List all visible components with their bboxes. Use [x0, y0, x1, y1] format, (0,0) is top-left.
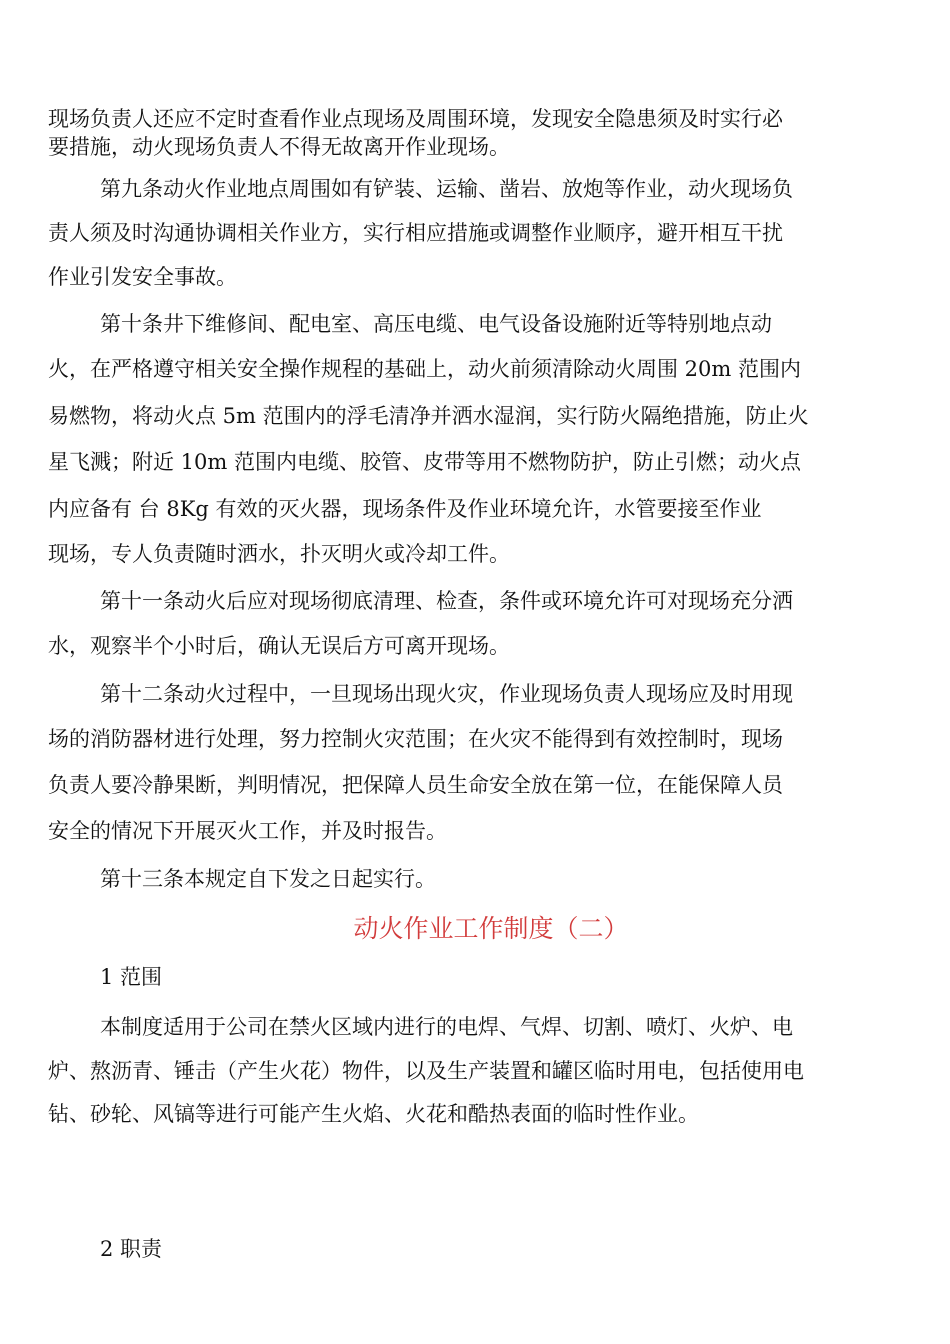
- article-9-line: 第九条动火作业地点周围如有铲装、运输、凿岩、放炮等作业，动火现场负: [100, 177, 793, 201]
- scope-paragraph-line: 钻、砂轮、风镐等进行可能产生火焰、火花和酷热表面的临时性作业。: [48, 1102, 699, 1126]
- article-10-line: 易燃物，将动火点 5m 范围内的浮毛清净并洒水湿润，实行防火隔绝措施，防止火: [48, 404, 809, 428]
- section-heading-scope: 1 范围: [100, 965, 163, 989]
- article-10-line: 内应备有 台 8Kg 有效的灭火器，现场条件及作业环境允许，水管要接至作业: [48, 497, 762, 521]
- article-11-line: 第十一条动火后应对现场彻底清理、检查，条件或环境允许可对现场充分洒: [100, 589, 793, 613]
- article-12-line: 场的消防器材进行处理，努力控制火灾范围；在火灾不能得到有效控制时，现场: [48, 727, 783, 751]
- article-12-line: 安全的情况下开展灭火工作，并及时报告。: [48, 819, 447, 843]
- section-heading-responsibilities: 2 职责: [100, 1237, 163, 1261]
- paragraph-line: 现场负责人还应不定时查看作业点现场及周围环境，发现安全隐患须及时实行必: [48, 107, 783, 131]
- article-11-line: 水，观察半个小时后，确认无误后方可离开现场。: [48, 634, 510, 658]
- section-title: 动火作业工作制度（二）: [353, 914, 629, 943]
- paragraph-line: 要措施，动火现场负责人不得无故离开作业现场。: [48, 135, 510, 159]
- scope-paragraph-line: 炉、熬沥青、锤击（产生火花）物件，以及生产装置和罐区临时用电，包括使用电: [48, 1059, 804, 1083]
- article-13-line: 第十三条本规定自下发之日起实行。: [100, 867, 436, 891]
- article-12-line: 负责人要冷静果断，判明情况，把保障人员生命安全放在第一位，在能保障人员: [48, 773, 783, 797]
- article-10-line: 第十条井下维修间、配电室、高压电缆、电气设备设施附近等特别地点动: [100, 312, 772, 336]
- article-10-line: 星飞溅；附近 10m 范围内电缆、胶管、皮带等用不燃物防护，防止引燃；动火点: [48, 450, 801, 474]
- article-9-line: 责人须及时沟通协调相关作业方，实行相应措施或调整作业顺序，避开相互干扰: [48, 221, 783, 245]
- scope-paragraph-line: 本制度适用于公司在禁火区域内进行的电焊、气焊、切割、喷灯、火炉、电: [100, 1015, 793, 1039]
- article-12-line: 第十二条动火过程中，一旦现场出现火灾，作业现场负责人现场应及时用现: [100, 682, 793, 706]
- article-9-line: 作业引发安全事故。: [48, 265, 237, 289]
- article-10-line: 现场，专人负责随时洒水，扑灭明火或冷却工件。: [48, 542, 510, 566]
- article-10-line: 火，在严格遵守相关安全操作规程的基础上，动火前须清除动火周围 20m 范围内: [48, 357, 801, 381]
